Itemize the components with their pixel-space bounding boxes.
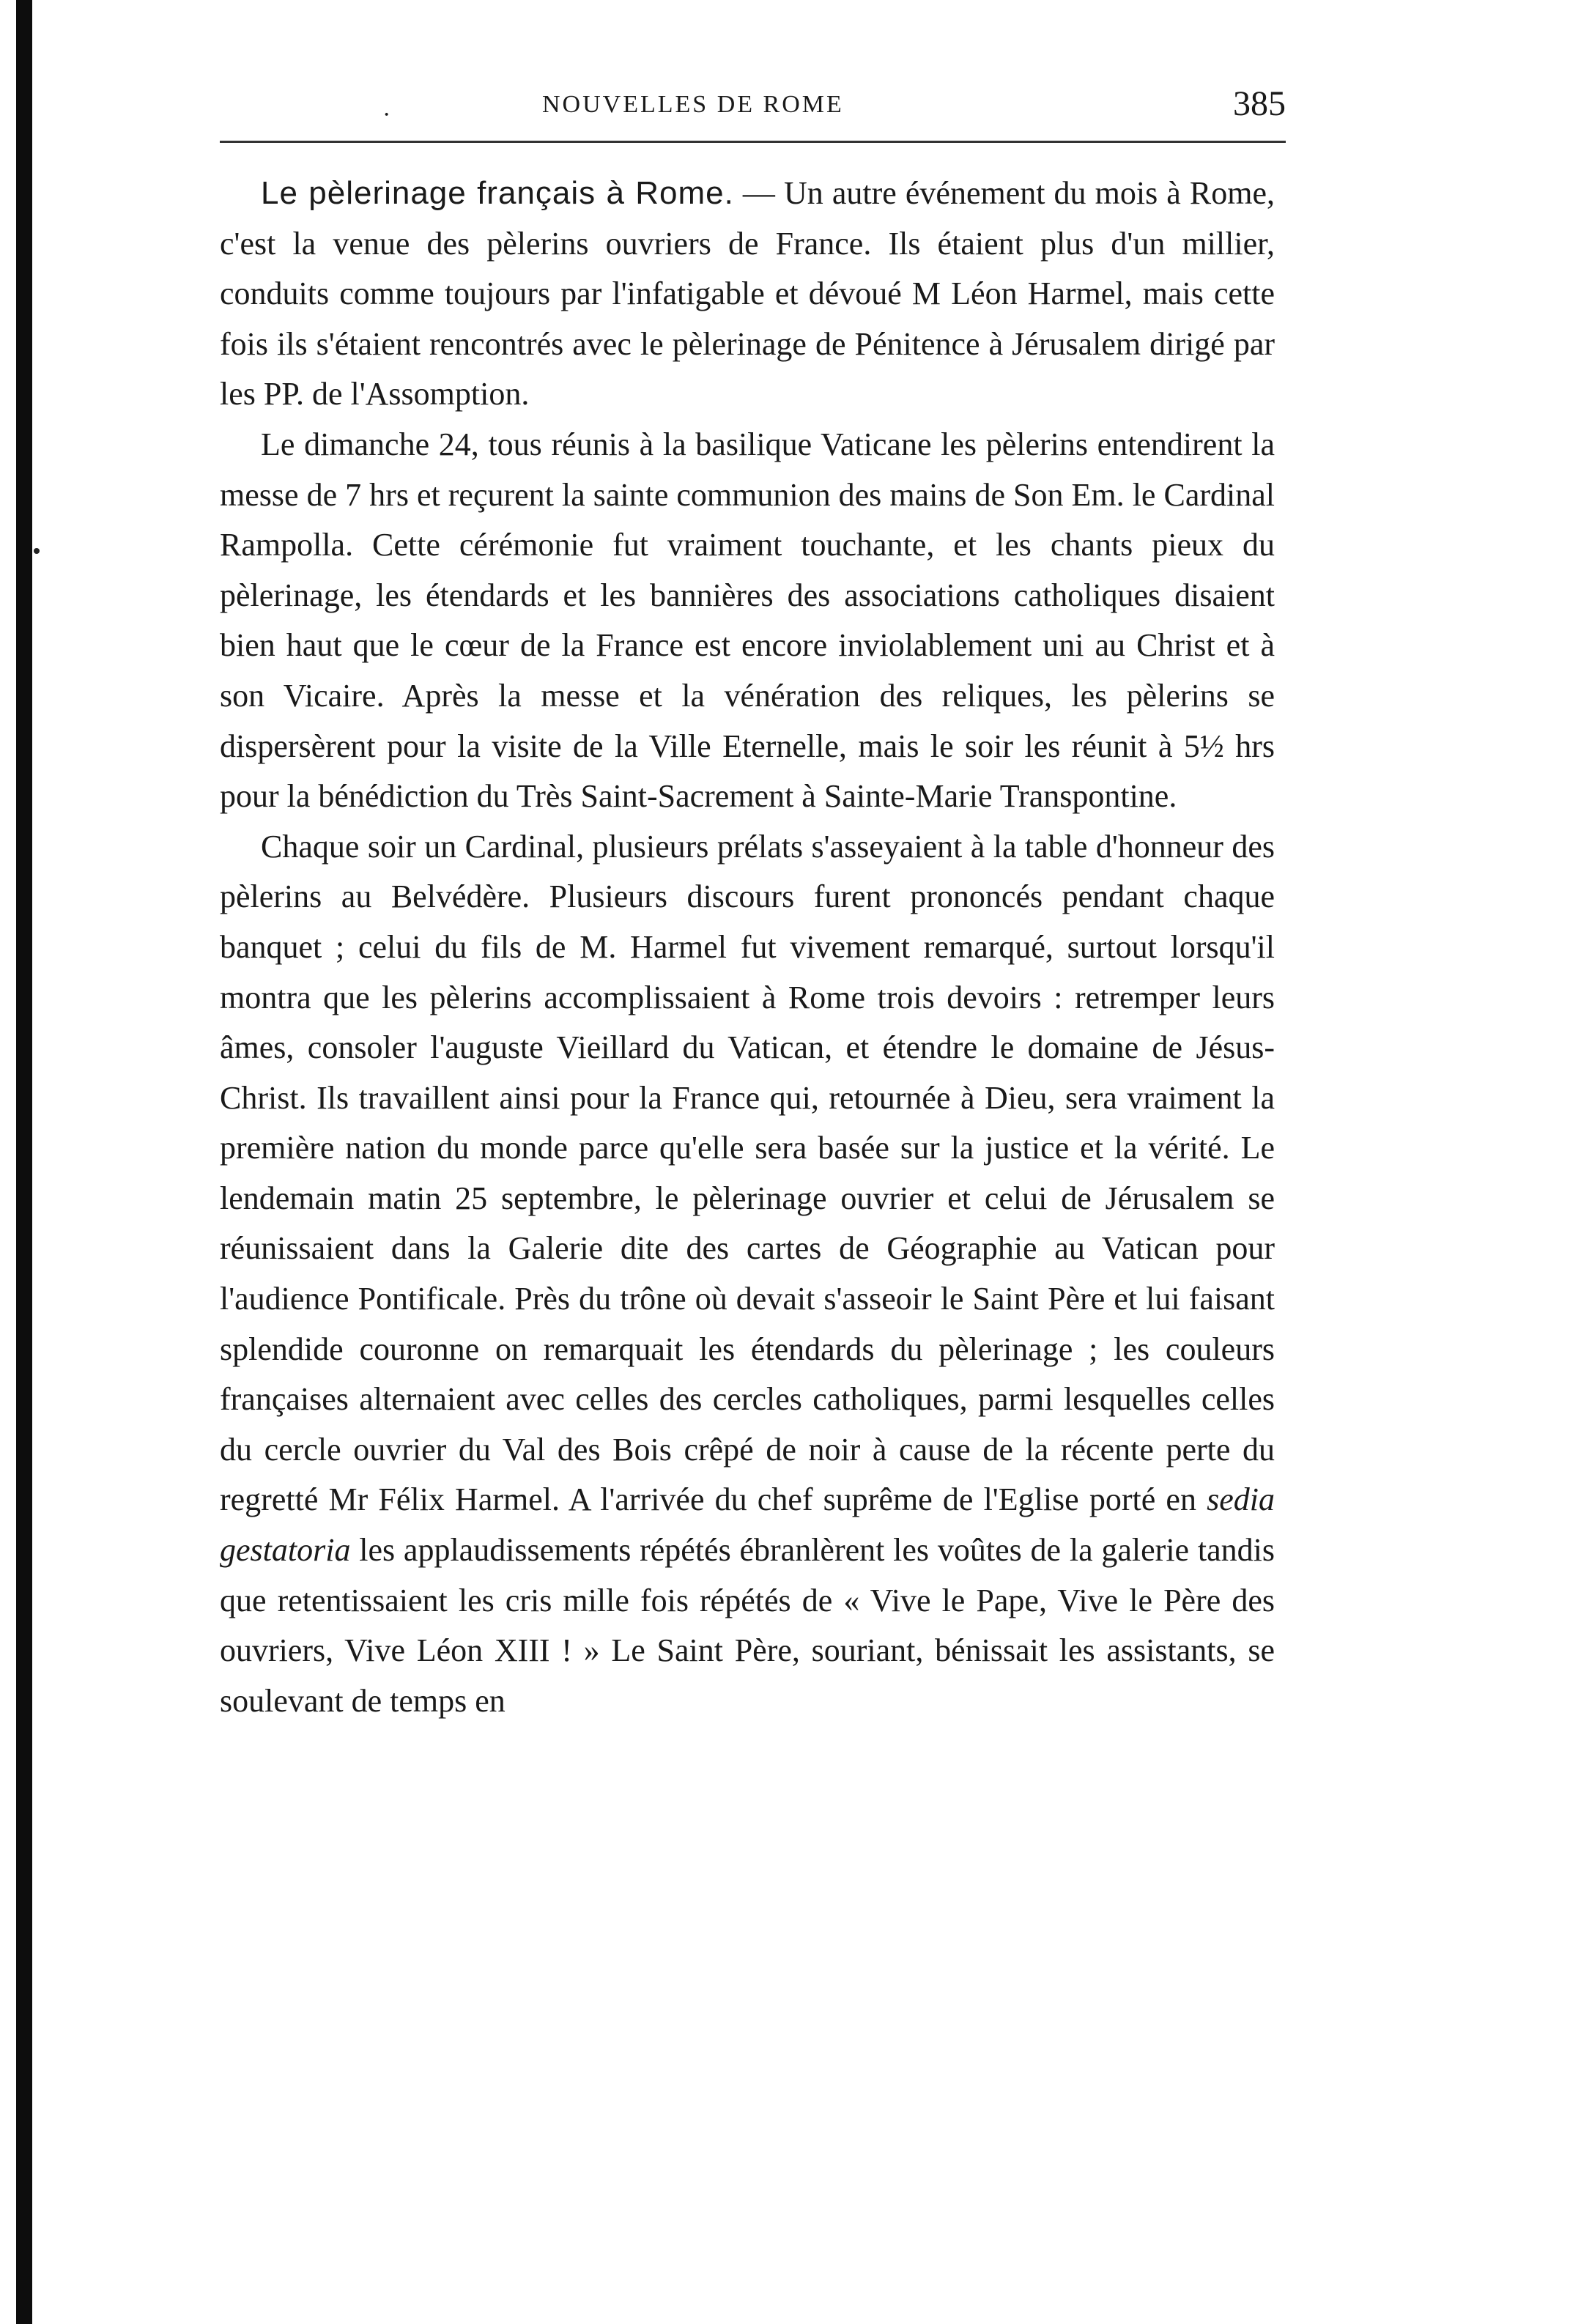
paragraph-3 <box>220 822 1275 1727</box>
paragraph-3-italic: sedia gestatoria <box>220 1481 1275 1569</box>
scan-binding-edge <box>16 0 32 2324</box>
paragraph-1-text: — Un autre événement du mois à Rome, c'est la venue des pèlerins ouvriers de France. Ils étaient plus d'un millier, conduits comme toujours par l'infatigable et dévoué M Léon Harmel, mais cette fois ils s'étaient rencontrés avec le pèlerinage de Pénitence à Jérusalem dirigé par les PP. de l'Assomption. <box>220 175 1275 412</box>
paragraph-3-text-a: Chaque soir un Cardinal, plusieurs prélats s'asseyaient à la table d'honneur des pèlerins au Belvédère. Plusieurs discours furent prononcés pendant chaque banquet ; celui du fils de M. Harmel fut vivement remarqué, surtout lorsqu'il montra que les pèlerins accomplissaient à Rome trois devoirs : retremper leurs âmes, consoler l'auguste Vieillard du Vatican, et étendre le domaine de Jésus-Christ. Ils travaillent ainsi pour la France qui, retournée à Dieu, sera vraiment la première nation du monde parce qu'elle sera basée sur la justice et la vérité. Le lendemain matin 25 septembre, le pèlerinage ouvrier et celui de Jérusalem se réunissaient dans la Galerie dite des cartes de Géographie au Vatican pour l'audience Pontificale. Près du trône où devait s'asseoir le Saint Père et lui faisant splendide couronne on remarquait les étendards du pèlerinage ; les couleurs françaises alternaient avec celles des cercles catholiques, parmi lesquelles celles du cercle ouvrier du Val des Bois crêpé de noir à cause de la récente perte du regretté Mr Félix Harmel. A l'arrivée du chef suprême de l'Eglise porté en <box>220 828 1275 1518</box>
page-number: 385 <box>1233 84 1286 123</box>
running-title: NOUVELLES DE ROME <box>542 91 844 118</box>
scan-speck <box>34 548 40 554</box>
header-rule <box>220 141 1286 143</box>
paragraph-3-text-b: les applaudissements répétés ébranlèrent les voûtes de la galerie tandis que retentissaient les cris mille fois répétés de « Vive le Pape, Vive le Père des ouvriers, Vive Léon XIII ! » Le Saint Père, souriant, bénissait les assistants, se soulevant de temps en <box>220 1532 1275 1719</box>
paragraph-2: Le dimanche 24, tous réunis à la basilique Vaticane les pèlerins entendirent la messe de 7 hrs et reçurent la sainte communion des mains de Son Em. le Cardinal Rampolla. Cette cérémonie fut vraiment touchante, et les chants pieux du pèlerinage, les étendards et les bannières des associations catholiques disaient bien haut que le cœur de la France est encore inviolablement uni au Christ et à son Vicaire. Après la messe et la vénération des reliques, les pèlerins se dispersèrent pour la visite de la Ville Eternelle, mais le soir les réunit à 5½ hrs pour la bénédiction du Très Saint-Sacrement à Sainte-Marie Transpontine. <box>220 426 1275 815</box>
paragraph-1 <box>220 169 1275 420</box>
page-header <box>220 86 1286 130</box>
section-title: Le pèlerinage français à Rome. <box>261 175 734 211</box>
header-dot: · <box>382 101 391 128</box>
article-body <box>220 169 1275 1726</box>
